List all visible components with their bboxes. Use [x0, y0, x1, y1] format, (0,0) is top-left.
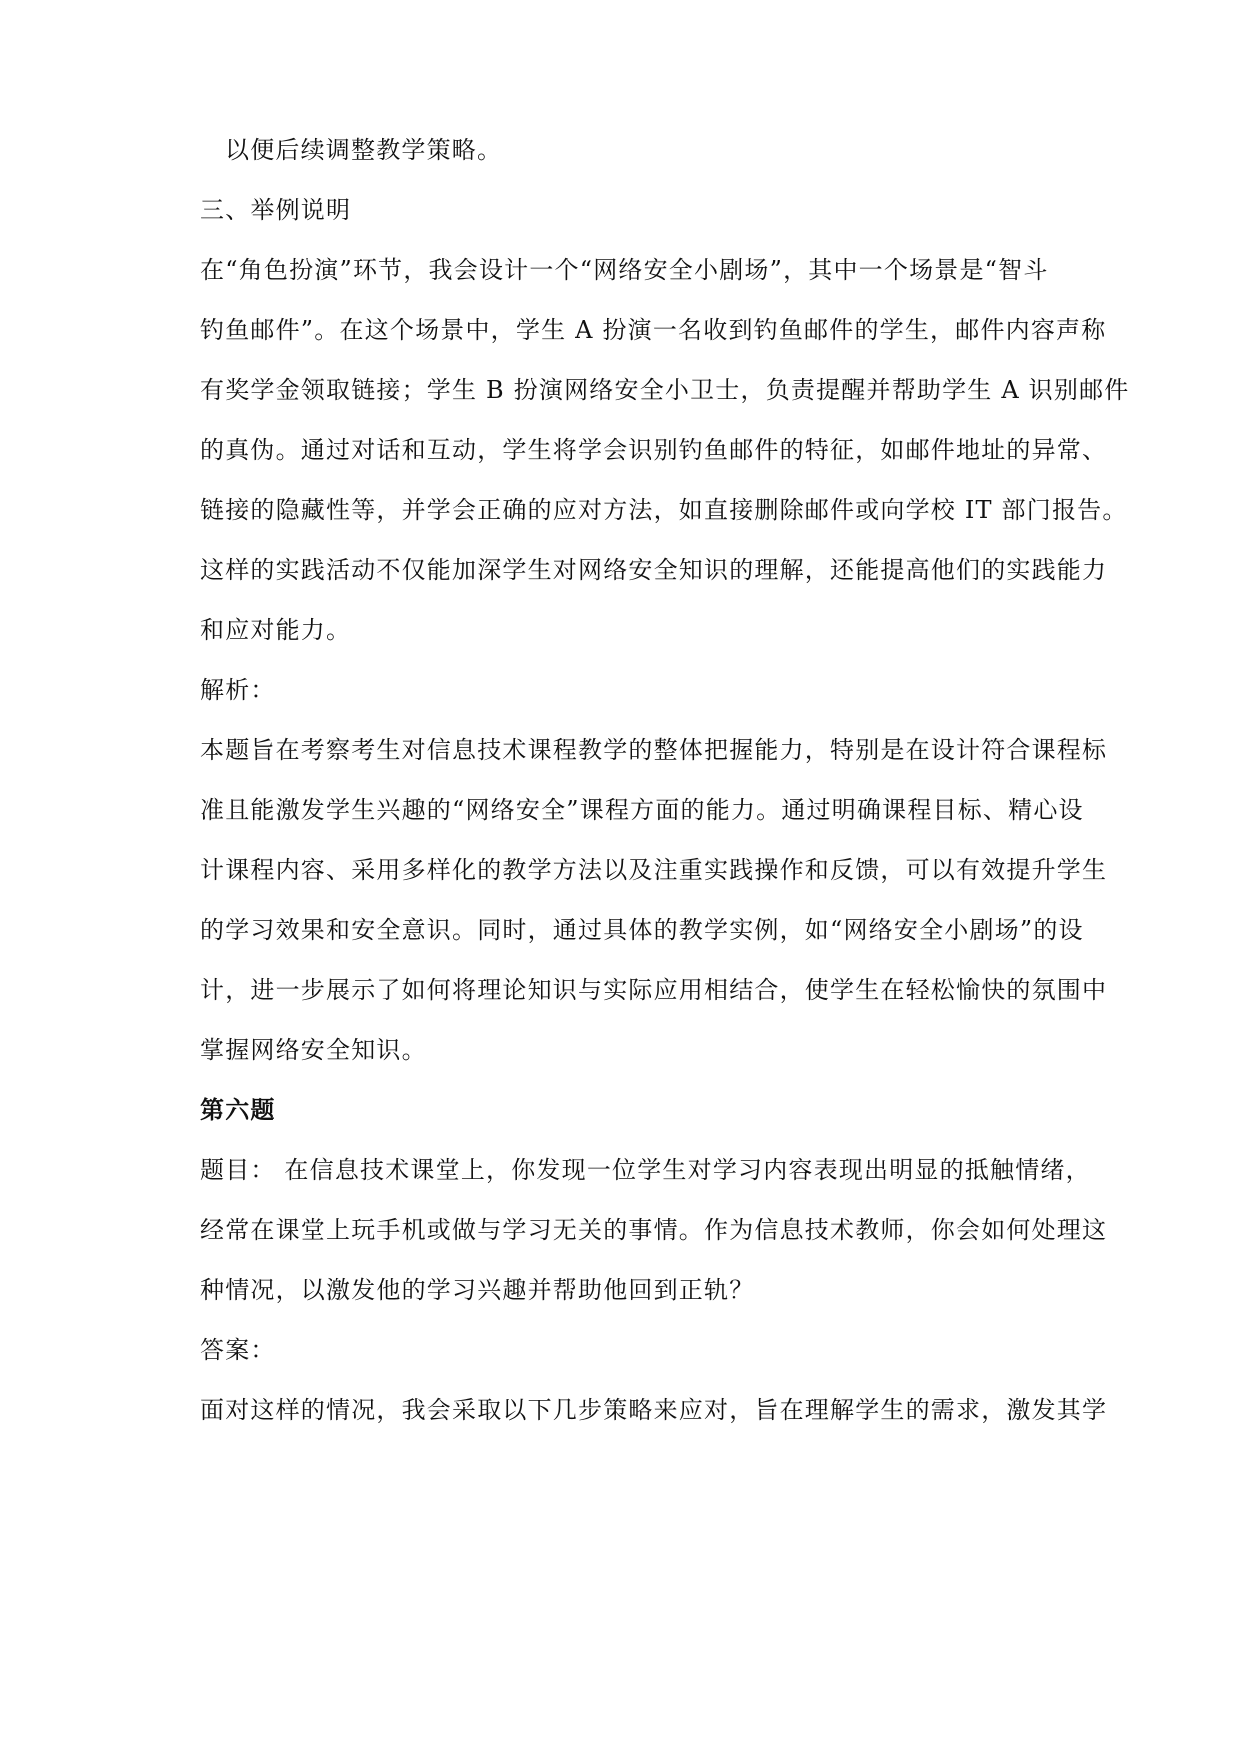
- text-line: 和应对能力。: [200, 616, 352, 644]
- text-line: 这样的实践活动不仅能加深学生对网络安全知识的理解，还能提高他们的实践能力: [200, 556, 1108, 584]
- question-text-line: 题目： 在信息技术课堂上，你发现一位学生对学习内容表现出明显的抵触情绪，: [200, 1156, 1091, 1184]
- question-text-line: 种情况，以激发他的学习兴趣并帮助他回到正轨？: [200, 1276, 755, 1304]
- text-line: 的学习效果和安全意识。同时，通过具体的教学实例，如“网络安全小剧场”的设: [200, 916, 1084, 944]
- text-line: 掌握网络安全知识。: [200, 1036, 427, 1064]
- analysis-label: 解析：: [200, 676, 276, 704]
- section-heading: 三、举例说明: [200, 196, 352, 224]
- text-line: 准且能激发学生兴趣的“网络安全”课程方面的能力。通过明确课程目标、精心设: [200, 796, 1084, 824]
- text-line: 的真伪。通过对话和互动，学生将学会识别钓鱼邮件的特征，如邮件地址的异常、: [200, 436, 1108, 464]
- text-line: 计，进一步展示了如何将理论知识与实际应用相结合，使学生在轻松愉快的氛围中: [200, 976, 1108, 1004]
- text-line: 链接的隐藏性等，并学会正确的应对方法，如直接删除邮件或向学校 IT 部门报告。: [200, 496, 1128, 524]
- question-heading: 第六题: [200, 1095, 276, 1124]
- text-line: 本题旨在考察考生对信息技术课程教学的整体把握能力，特别是在设计符合课程标: [200, 736, 1108, 764]
- answer-label: 答案：: [200, 1336, 276, 1364]
- text-line: 有奖学金领取链接；学生 B 扮演网络安全小卫士，负责提醒并帮助学生 A 识别邮件: [200, 376, 1130, 404]
- text-line: 计课程内容、采用多样化的教学方法以及注重实践操作和反馈，可以有效提升学生: [200, 856, 1108, 884]
- question-text-line: 经常在课堂上玩手机或做与学习无关的事情。作为信息技术教师，你会如何处理这: [200, 1216, 1108, 1244]
- text-line: 在“角色扮演”环节，我会设计一个“网络安全小剧场”，其中一个场景是“智斗: [200, 256, 1049, 284]
- text-line: 以便后续调整教学策略。: [225, 136, 503, 164]
- text-line: 钓鱼邮件”。在这个场景中，学生 A 扮演一名收到钓鱼邮件的学生，邮件内容声称: [200, 316, 1107, 344]
- answer-text-line: 面对这样的情况，我会采取以下几步策略来应对，旨在理解学生的需求，激发其学: [200, 1396, 1108, 1424]
